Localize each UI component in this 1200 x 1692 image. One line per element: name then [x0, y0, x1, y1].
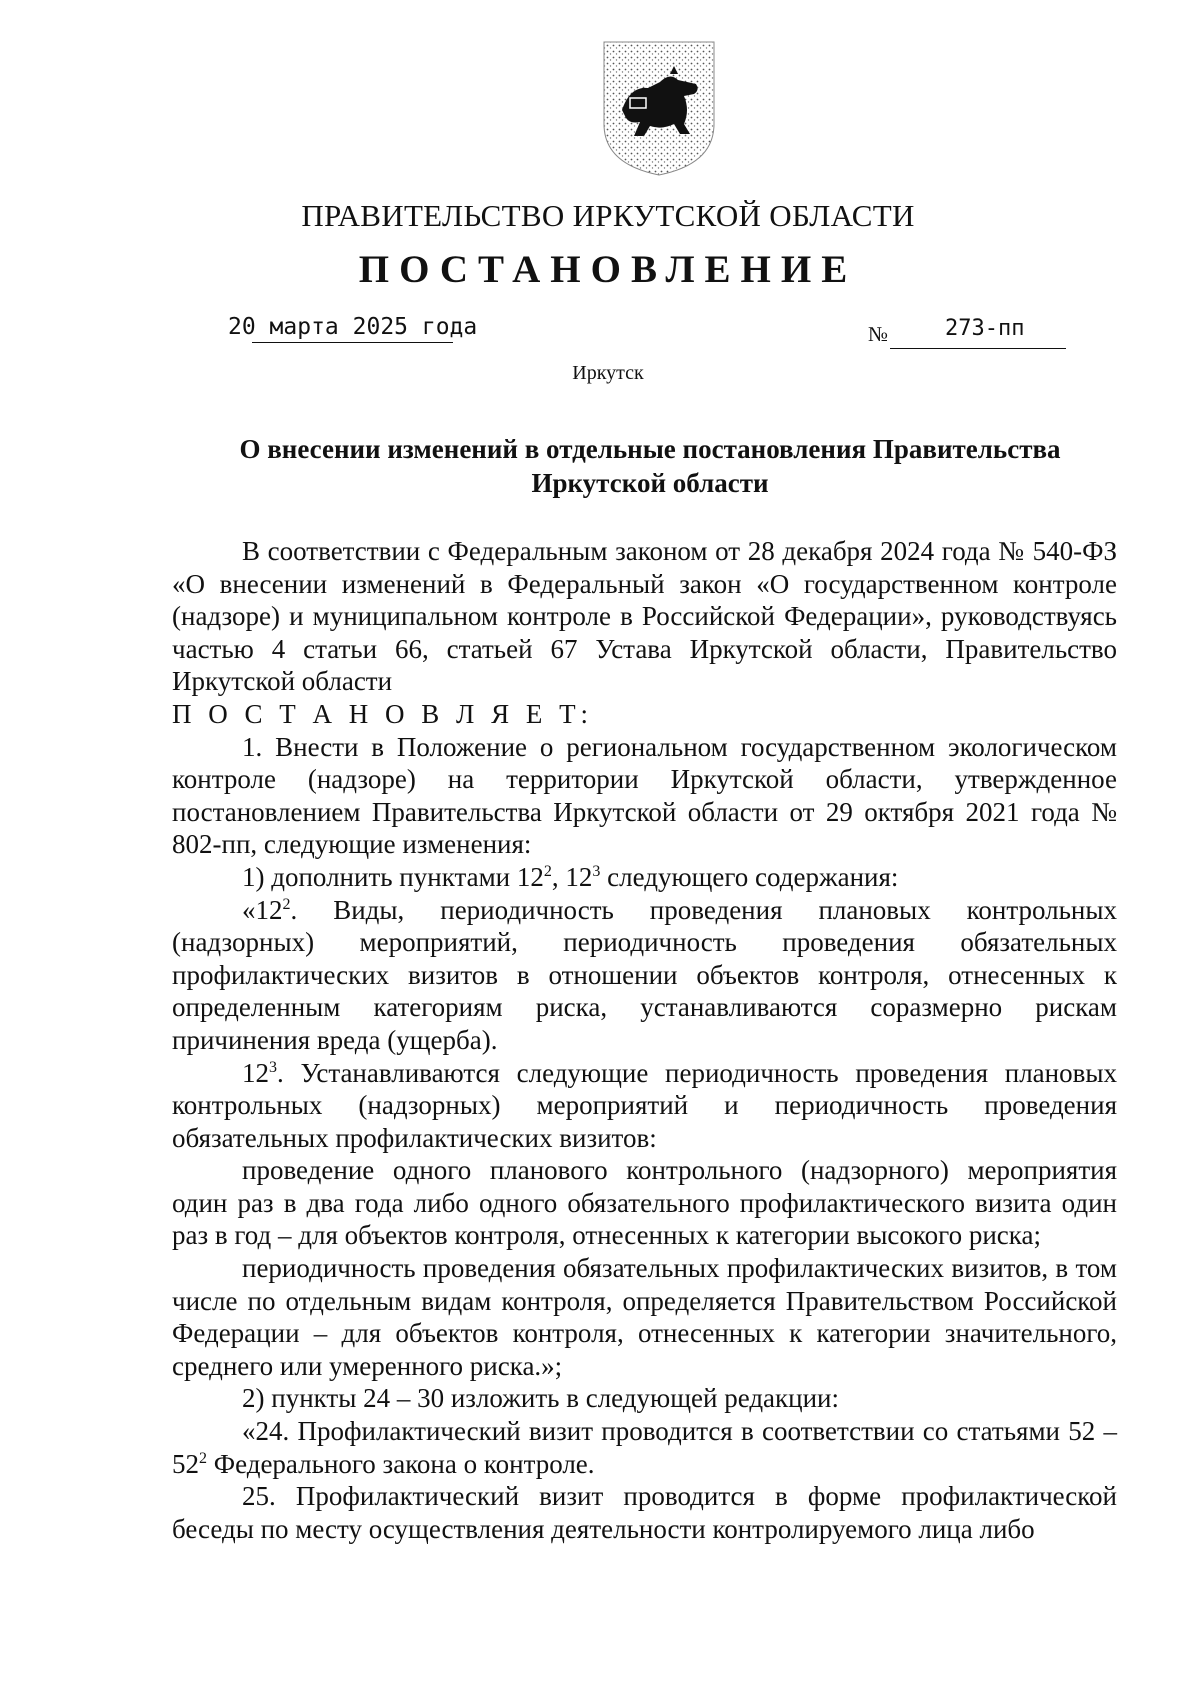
text-run: «24. Профилактический визит проводится в соответствии со статьями 52 – 52 [172, 1416, 1117, 1479]
text-run: . Устанавливаются следующие периодичность проведения плановых контрольных (надзорных) мероприятий и периодичность проведения обязательных профилактических визитов: [172, 1057, 1117, 1153]
text-run: 12 [242, 1057, 269, 1088]
text-run: 1) дополнить пунктами 12 [242, 861, 544, 892]
superscript: 3 [269, 1058, 277, 1076]
preamble-paragraph: В соответствии с Федеральным законом от 28 декабря 2024 года № 540-ФЗ «О внесении изменений в Федеральный закон «О государственном контроле (надзоре) и муниципальном контроле в Российской Федерации», руководствуясь частью 4 статьи 66, статьей 67 Устава Иркутской области, Правительство Иркутской области [172, 536, 1117, 697]
date-underline [252, 342, 453, 343]
text-run: Федерального закона о контроле. [207, 1448, 595, 1479]
document-number: 273-пп [945, 316, 1025, 341]
number-sign: № [868, 322, 889, 346]
paragraph-1: 1. Внести в Положение о региональном государственном экологическом контроле (надзоре) на территории Иркутской области, утвержденное постановлением Правительства Иркутской области от 29 октября 2021 года № 802-пп, следующие изменения: [172, 731, 1117, 860]
subparagraph-1-1 [172, 861, 1117, 894]
text-run: следующего содержания: [600, 861, 899, 892]
document-body [172, 535, 1117, 1545]
number-underline [890, 348, 1066, 349]
paragraph-12-2 [172, 894, 1117, 1057]
superscript: 2 [199, 1449, 207, 1467]
paragraph-24 [172, 1415, 1117, 1480]
text-run: . Виды, периодичность проведения плановых контрольных (надзорных) мероприятий, периодичность проведения обязательных профилактических визитов в отношении объектов контроля, отнесенных к определенным категориям риска, устанавливаются соразмерно рискам причинения вреда (ущерба). [172, 894, 1117, 1055]
subparagraph-2: 2) пункты 24 – 30 изложить в следующей редакции: [242, 1383, 840, 1414]
document-date [228, 314, 477, 340]
decree-word: П О С Т А Н О В Л Я Е Т: [172, 698, 594, 729]
document-title-line-1: О внесении изменений в отдельные постановления Правительства [239, 434, 1061, 464]
superscript: 3 [592, 862, 601, 880]
government-name: ПРАВИТЕЛЬСТВО ИРКУТСКОЙ ОБЛАСТИ [301, 198, 915, 233]
document-title-line-2: Иркутской области [531, 468, 769, 498]
text-run: «12 [242, 894, 283, 925]
paragraph-high-risk: проведение одного планового контрольного (надзорного) мероприятия один раз в два года либо одного обязательного профилактического визита один раз в год – для объектов контроля, отнесенных к категории высокого риска; [172, 1155, 1117, 1251]
document-date-text: 20 марта 2025 года [228, 314, 478, 340]
irkutsk-babr-emblem-icon [600, 38, 718, 178]
document-title [172, 432, 1128, 500]
document-type-heading: ПОСТАНОВЛЕНИЕ [358, 248, 858, 291]
paragraph-12-3 [172, 1057, 1117, 1155]
paragraph-25: 25. Профилактический визит проводится в форме профилактической беседы по месту осуществления деятельности контролируемого лица либо [172, 1481, 1117, 1544]
superscript: 2 [282, 895, 291, 913]
paragraph-other-risk: периодичность проведения обязательных профилактических визитов, в том числе по отдельным видам контроля, определяется Правительством Российской Федерации – для объектов контроля, отнесенных к категории значительного, среднего или умеренного риска.»; [172, 1253, 1117, 1381]
city-name: Иркутск [572, 362, 644, 384]
text-run: , 12 [551, 861, 593, 892]
superscript: 2 [543, 862, 552, 880]
